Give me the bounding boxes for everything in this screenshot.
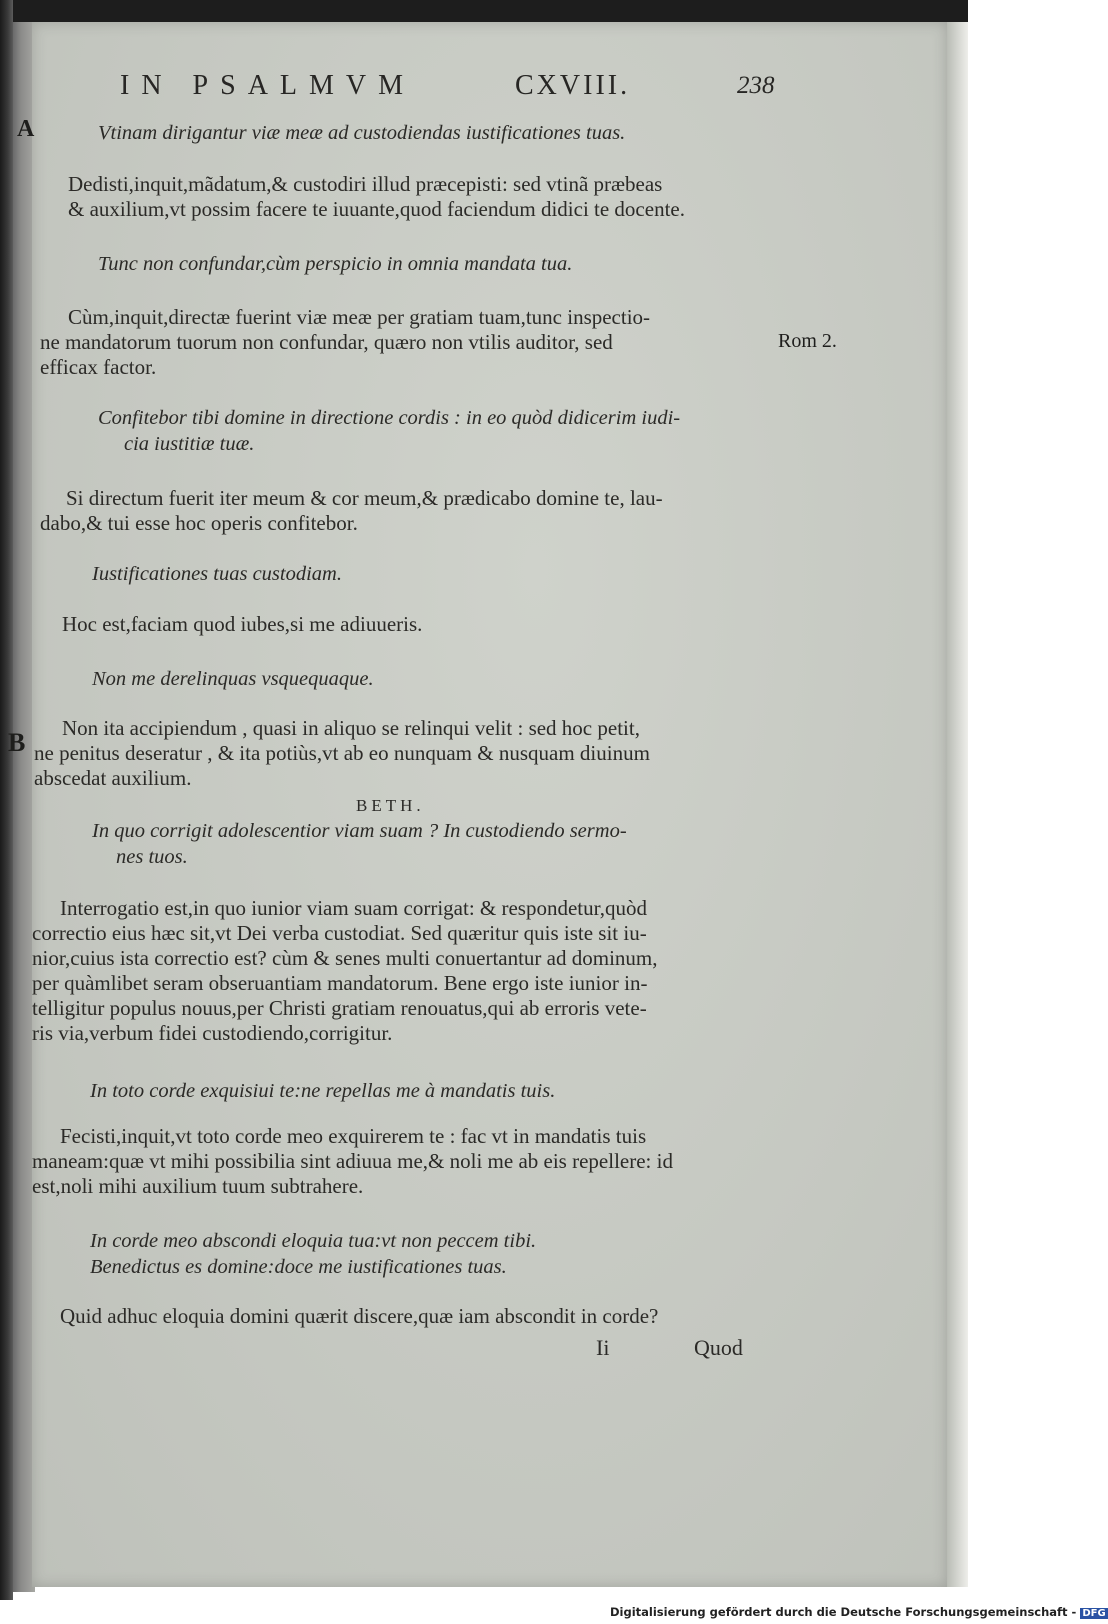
commentary-block (32, 896, 658, 1046)
verse-block (92, 666, 374, 692)
text-line: ne penitus deseratur , & ita potiùs,vt ab eo nunquam & nusquam diuinum (34, 741, 650, 765)
text-line: Vtinam dirigantur viæ meæ ad custodiendas iustificationes tuas. (98, 122, 626, 144)
text-line: abscedat auxilium. (34, 766, 192, 790)
page-edge (947, 22, 968, 1587)
catchword: Quod (694, 1335, 743, 1360)
text-line: Non ita accipiendum , quasi in aliquo se relinqui velit : sed hoc petit, (62, 716, 640, 740)
text-line: dabo,& tui esse hoc operis confitebor. (40, 511, 358, 535)
running-title: IN PSALMVM (120, 70, 416, 101)
text-line: Iustificationes tuas custodiam. (92, 563, 342, 585)
verse-block (92, 818, 627, 870)
margin-section-b: B (8, 728, 26, 757)
margin-reference: Rom 2. (778, 330, 837, 352)
commentary-block (40, 305, 650, 380)
verse-block (90, 1228, 536, 1280)
scan-left-border (0, 0, 13, 1600)
text-line: Dedisti,inquit,mãdatum,& custodiri illud præcepisti: sed vtinã præbeas (68, 172, 663, 196)
text-line: BETH. (356, 796, 425, 815)
text-line: est,noli mihi auxilium tuum subtrahere. (32, 1174, 364, 1198)
text-line: nior,cuius ista correctio est? cùm & senes multi conuertantur ad dominum, (32, 946, 658, 970)
text-line: Fecisti,inquit,vt toto corde meo exquirerem te : fac vt in mandatis tuis (60, 1124, 647, 1148)
text-line: Si directum fuerit iter meum & cor meum,& prædicabo domine te, lau- (66, 486, 663, 510)
commentary-block (62, 612, 422, 637)
dfg-logo: DFG (1082, 1608, 1106, 1619)
scan-top-border (0, 0, 968, 24)
verse-block (90, 1078, 555, 1104)
signature-mark: Ii (596, 1335, 610, 1360)
commentary-block (40, 486, 663, 536)
verse-block (98, 251, 572, 277)
text-line: In quo corrigit adolescentior viam suam ? In custodiendo sermo- (92, 820, 627, 842)
text-line: In corde meo abscondi eloquia tua:vt non peccem tibi. (90, 1230, 537, 1252)
text-line: ris via,verbum fidei custodiendo,corrigitur. (32, 1021, 393, 1045)
section-heading-beth (356, 796, 425, 816)
text-line: telligitur populus nouus,per Christi gratiam renouatus,qui ab erroris vete- (32, 996, 647, 1020)
psalm-number: CXVIII. (515, 70, 631, 101)
text-line: Benedictus es domine:doce me iustificationes tuas. (90, 1256, 507, 1278)
verse-block (98, 405, 680, 457)
page-number: 238 (737, 72, 775, 99)
text-line: nes tuos. (116, 846, 188, 868)
text-line: ne mandatorum tuorum non confundar, quæro non vtilis auditor, sed (40, 330, 613, 354)
commentary-block (60, 1304, 658, 1329)
text-line: cia iustitiæ tuæ. (124, 433, 255, 455)
text-line: Quid adhuc eloquia domini quærit discere,quæ iam abscondit in corde? (60, 1304, 659, 1328)
margin-section-a: A (17, 116, 35, 142)
text-line: Cùm,inquit,directæ fuerint viæ meæ per gratiam tuam,tunc inspectio- (68, 305, 651, 329)
commentary-block (34, 716, 650, 791)
digitization-credit (610, 1605, 1108, 1619)
verse-block (98, 120, 625, 146)
text-line: Confitebor tibi domine in directione cordis : in eo quòd didicerim iudi- (98, 407, 681, 429)
commentary-block (68, 172, 685, 222)
text-line: efficax factor. (40, 355, 157, 379)
commentary-block (32, 1124, 673, 1199)
text-line: Non me derelinquas vsquequaque. (92, 668, 374, 690)
text-line: Hoc est,faciam quod iubes,si me adiuueris. (62, 612, 423, 636)
text-line: & auxilium,vt possim facere te iuuante,quod faciendum didici te docente. (68, 197, 685, 221)
text-line: correctio eius hæc sit,vt Dei verba custodiat. Sed quæritur quis iste sit iu- (32, 921, 647, 945)
text-line: In toto corde exquisiui te:ne repellas me à mandatis tuis. (90, 1080, 556, 1102)
running-header (120, 66, 775, 106)
verse-block (92, 561, 342, 587)
text-line: per quàmlibet seram obseruantiam mandatorum. Bene ergo iste iunior in- (32, 971, 648, 995)
credit-text: Digitalisierung gefördert durch die Deutsche Forschungsgemeinschaft - (610, 1605, 1077, 1619)
text-line: maneam:quæ vt mihi possibilia sint adiuua me,& noli me ab eis repellere: id (32, 1149, 673, 1173)
text-line: Tunc non confundar,cùm perspicio in omnia mandata tua. (98, 253, 573, 275)
text-line: Interrogatio est,in quo iunior viam suam corrigat: & respondetur,quòd (60, 896, 648, 920)
